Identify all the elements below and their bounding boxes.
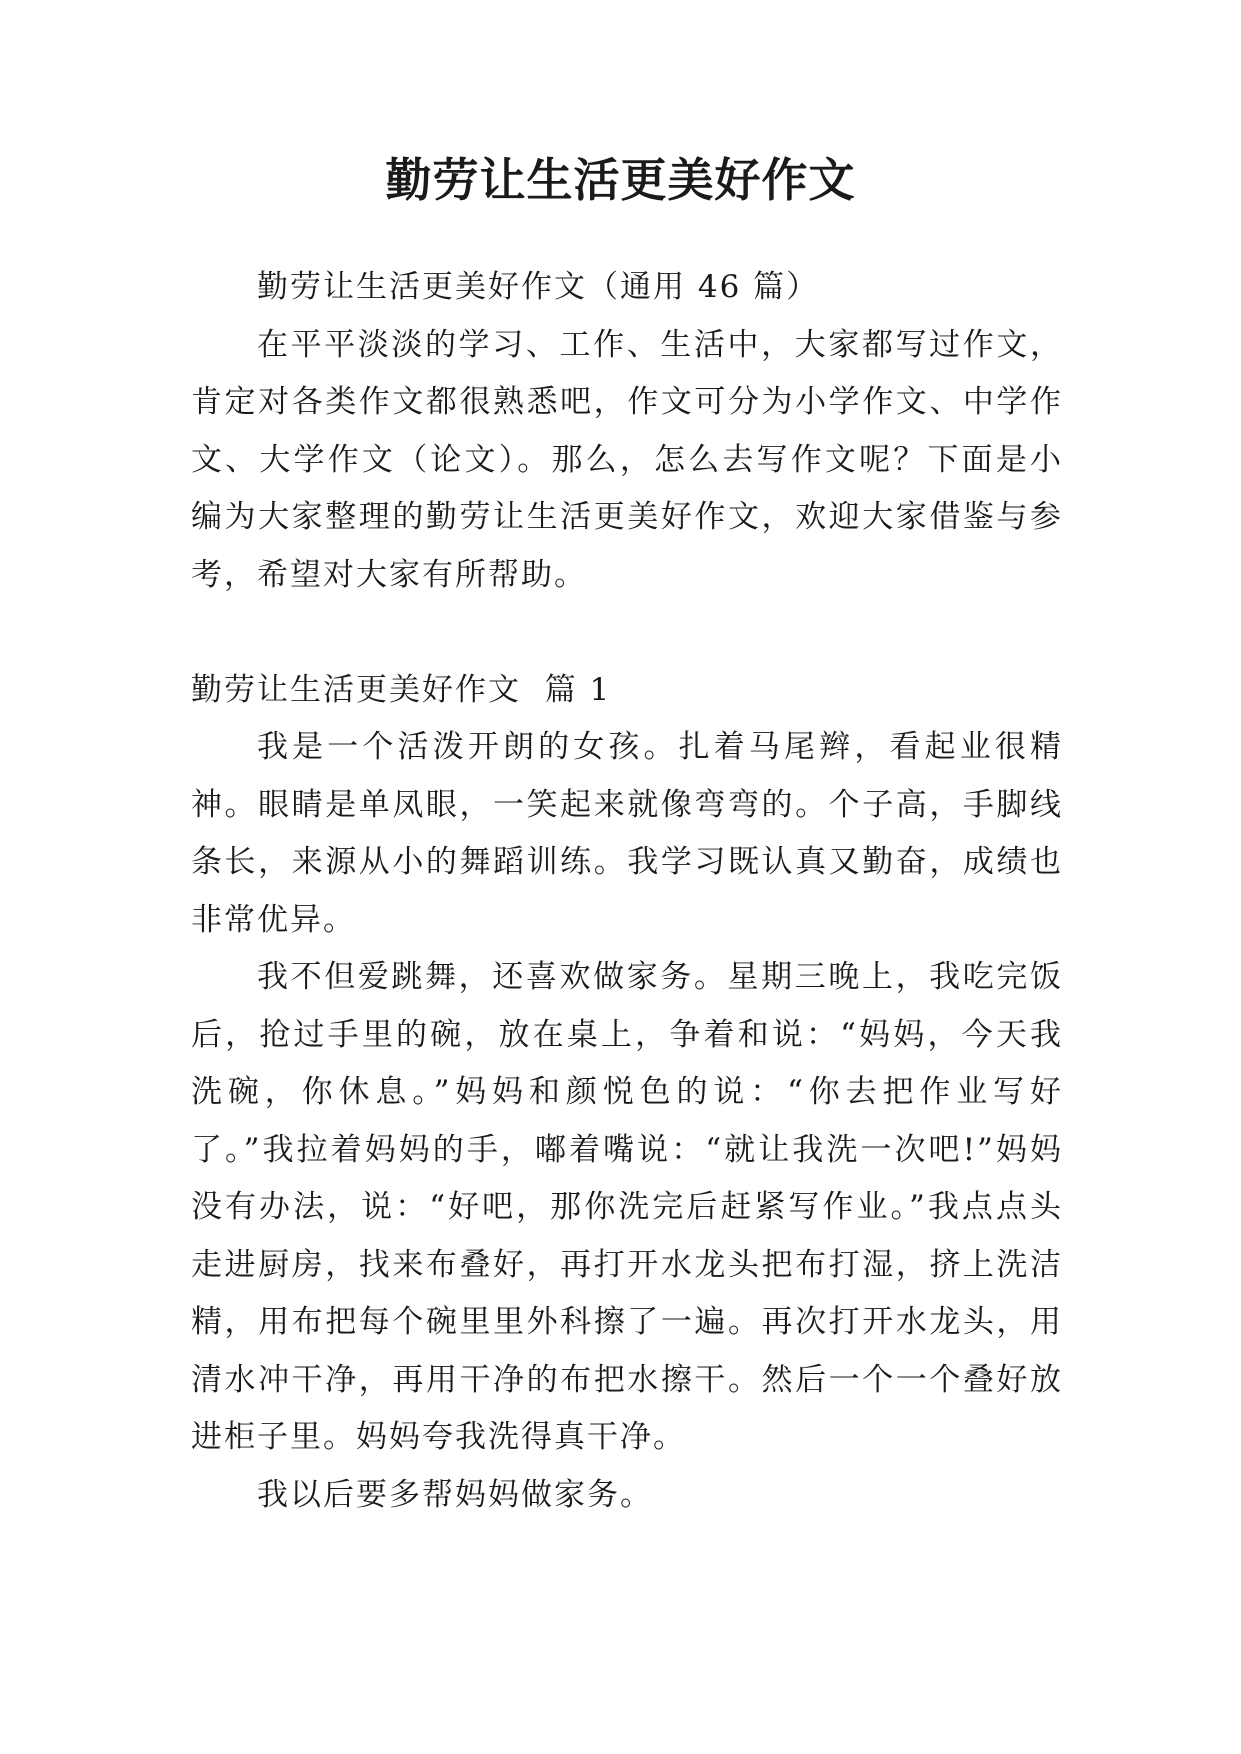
document-subtitle: 勤劳让生活更美好作文（通用 46 篇） [257,269,820,305]
paragraph-gap [191,604,1063,662]
document-title: 勤劳让生活更美好作文 [385,153,856,207]
intro-paragraph: 在平平淡淡的学习、工作、生活中，大家都写过作文，肯定对各类作文都很熟悉吧，作文可分为小学作文、中学作文、大学作文（论文）。那么，怎么去写作文呢？下面是小编为大家整理的勤劳让生活更美好作文，欢迎大家借鉴与参考，希望对大家有所帮助。 [191,326,1063,593]
section-heading: 勤劳让生活更美好作文 篇 1 [191,671,612,708]
body-paragraph-1: 我是一个活泼开朗的女孩。扎着马尾辫，看起业很精神。眼睛是单凤眼，一笑起来就像弯弯的。个子高，手脚线条长，来源从小的舞蹈训练。我学习既认真又勤奋，成绩也非常优异。 [191,729,1063,938]
document-body [191,259,1063,1524]
body-paragraph-3: 我以后要多帮妈妈做家务。 [257,1476,653,1513]
body-paragraph-2: 我不但爱跳舞，还喜欢做家务。星期三晚上，我吃完饭后，抢过手里的碗，放在桌上，争着和说：“妈妈，今天我洗碗，你休息。”妈妈和颜悦色的说：“你去把作业写好了。”我拉着妈妈的手，嘟着嘴说：“就让我洗一次吧!”妈妈没有办法，说：“好吧，那你洗完后赶紧写作业。”我点点头走进厨房，找来布叠好，再打开水龙头把布打湿，挤上洗洁精，用布把每个碗里里外科擦了一遍。再次打开水龙头，用清水冲干净，再用干净的布把水擦干。然后一个一个叠好放进柜子里。妈妈夸我洗得真干净。 [191,959,1063,1455]
